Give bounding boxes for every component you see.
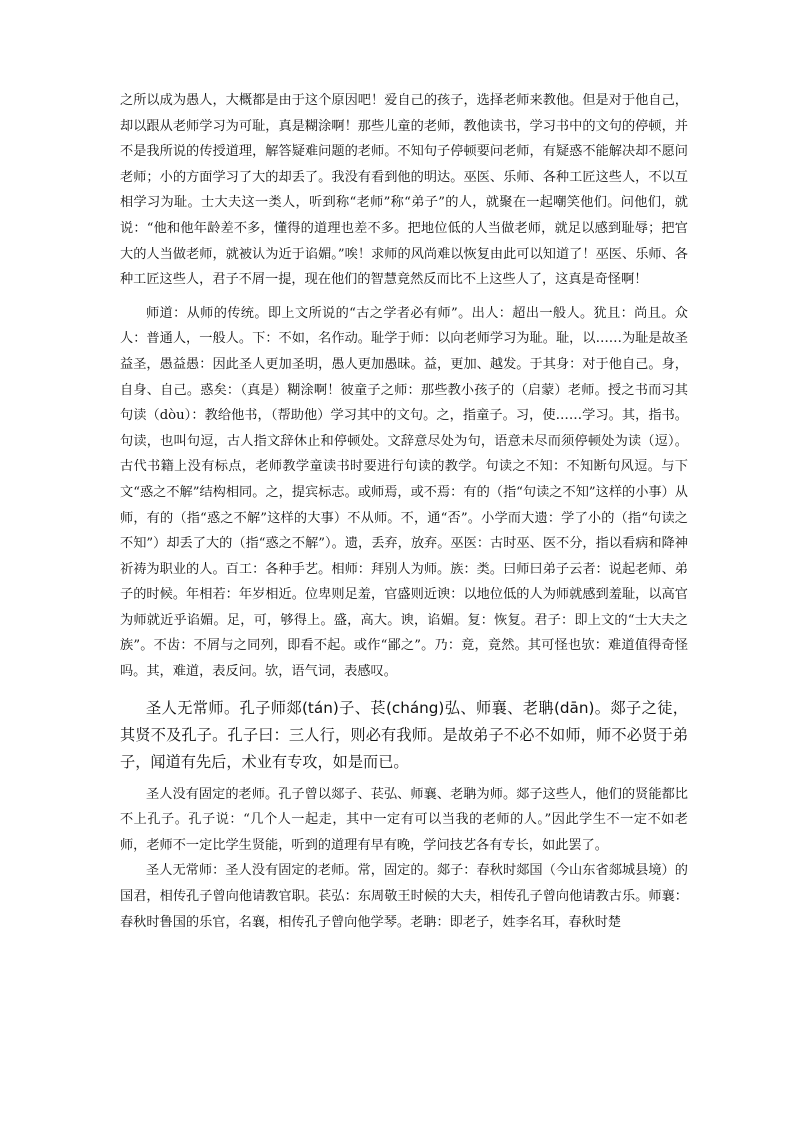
translation-paragraph-2: 圣人没有固定的老师。孔子曾以郯子、苌弘、师襄、老聃为师。郯子这些人，他们的贤能都比不上孔子。孔子说：“几个人一起走，其中一定有可以当我的老师的人。”因此学生不一定不如老师，老师不一定比学生贤能，听到的道理有早有晚，学问技艺各有专长，如此罢了。 — [120, 786, 688, 853]
notes-paragraph-2: 圣人无常师：圣人没有固定的老师。常，固定的。郯子：春秋时郯国（今山东省郯城县境）的国君，相传孔子曾向他请教官职。苌弘：东周敬王时候的大夫，相传孔子曾向他请教古乐。师襄：春秋时鲁国的乐官，名襄，相传孔子曾向他学琴。老聃：即老子，姓李名耳，春秋时楚 — [120, 863, 688, 930]
notes-paragraph-1: 师道：从师的传统。即上文所说的“古之学者必有师”。出人：超出一般人。犹且：尚且。众人：普通人，一般人。下：不如，名作动。耻学于师：以向老师学习为耻。耻，以……为耻是故圣益圣，愚益愚：因此圣人更加圣明，愚人更加愚昧。益，更加、越发。于其身：对于他自己。身，自身、自己。惑矣：（真是）糊涂啊！彼童子之师：那些教小孩子的（启蒙）老师。授之书而习其句读（dòu）：教给他书，（帮助他）学习其中的文句。之，指童子。习，使……学习。其，指书。句读，也叫句逗，古人指文辞休止和停顿处。文辞意尽处为句，语意未尽而须停顿处为读（逗）。古代书籍上没有标点，老师教学童读书时要进行句读的教学。句读之不知：不知断句风逗。与下文“惑之不解”结构相同。之，提宾标志。或师焉，或不焉：有的（指“句读之不知”这样的小事）从师，有的（指“惑之不解”这样的大事）不从师。不，通“否”。小学而大遗：学了小的（指“句读之不知”）却丢了大的（指“惑之不解”）。遗，丢弃，放弃。巫医：古时巫、医不分，指以看病和降神祈祷为职业的人。百工：各种手艺。相师：拜别人为师。族：类。曰师曰弟子云者：说起老师、弟子的时候。年相若：年岁相近。位卑则足羞，官盛则近谀：以地位低的人为师就感到羞耻，以高官为师就近乎谄媚。足，可，够得上。盛，高大。谀，谄媚。复：恢复。君子：即上文的“士大夫之族”。不齿：不屑与之同列，即看不起。或作“鄙之”。乃：竟，竟然。其可怪也欤：难道值得奇怪吗。其，难道，表反问。欤，语气词，表感叹。 — [120, 305, 688, 680]
classical-text-paragraph: 圣人无常师。孔子师郯(tán)子、苌(cháng)弘、师襄、老聃(dān)。郯子之徒，其贤不及孔子。孔子曰：三人行，则必有我师。是故弟子不必不如师，师不必贤于弟子，闻道有先后，术业有专攻，如是而已。 — [120, 698, 688, 771]
translation-paragraph-1: 之所以成为愚人，大概都是由于这个原因吧！爱自己的孩子，选择老师来教他。但是对于他自己，却以跟从老师学习为可耻，真是糊涂啊！那些儿童的老师，教他读书，学习书中的文句的停顿，并不是我所说的传授道理，解答疑难问题的老师。不知句子停顿要问老师，有疑惑不能解决却不愿问老师；小的方面学习了大的却丢了。我没有看到他的明达。巫医、乐师、各种工匠这些人，不以互相学习为耻。士大夫这一类人，听到称“老师”称“弟子”的人，就聚在一起嘲笑他们。问他们，就说：“他和他年龄差不多，懂得的道理也差不多。把地位低的人当做老师，就足以感到耻辱；把官大的人当做老师，就被认为近于谄媚。”唉！求师的风尚难以恢复由此可以知道了！巫医、乐师、各种工匠这些人，君子不屑一提，现在他们的智慧竟然反而比不上这些人了，这真是奇怪啊！ — [120, 93, 688, 288]
document-page — [120, 88, 688, 935]
